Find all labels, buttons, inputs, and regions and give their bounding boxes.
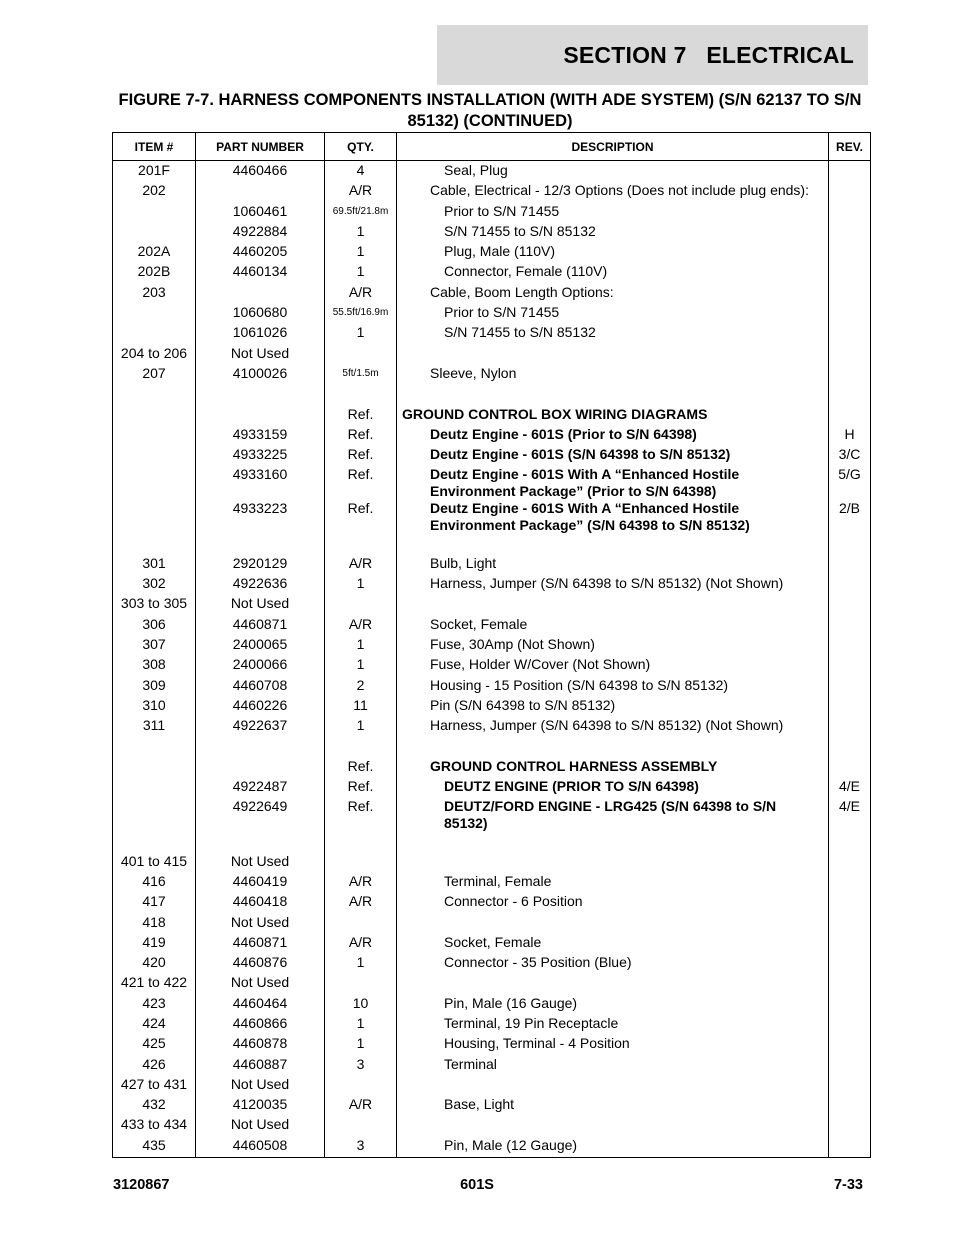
rev-cell (829, 737, 871, 757)
rev-cell (829, 1116, 871, 1136)
part-number-cell: 4460876 (196, 954, 325, 974)
column-header-qty: QTY. (325, 133, 397, 161)
part-number-cell: Not Used (196, 345, 325, 365)
table-row (113, 1015, 871, 1035)
part-number-cell: Not Used (196, 595, 325, 615)
rev-cell: 4/E (829, 778, 871, 798)
qty-cell (325, 385, 397, 405)
table-row (113, 555, 871, 575)
column-header-rev: REV. (829, 133, 871, 161)
qty-cell: 2 (325, 677, 397, 697)
table-row (113, 1096, 871, 1116)
part-number-cell: 1060461 (196, 203, 325, 223)
part-number-cell (196, 534, 325, 554)
rev-cell: 4/E (829, 798, 871, 832)
rev-cell (829, 284, 871, 304)
qty-cell: A/R (325, 616, 397, 636)
qty-cell: 1 (325, 954, 397, 974)
rev-cell (829, 1137, 871, 1158)
part-number-cell: 4933223 (196, 500, 325, 534)
item-number-cell (113, 324, 196, 344)
part-number-cell: 4922487 (196, 778, 325, 798)
description-cell: Pin, Male (16 Gauge) (397, 995, 829, 1015)
item-number-cell (113, 798, 196, 832)
description-cell: Housing - 15 Position (S/N 64398 to S/N 85132) (397, 677, 829, 697)
rev-cell (829, 1076, 871, 1096)
item-number-cell: 204 to 206 (113, 345, 196, 365)
description-cell: Cable, Boom Length Options: (397, 284, 829, 304)
item-number-cell (113, 466, 196, 500)
item-number-cell: 435 (113, 1137, 196, 1158)
part-number-cell (196, 182, 325, 202)
part-number-cell: 4460466 (196, 161, 325, 183)
rev-cell (829, 873, 871, 893)
description-cell: Connector - 35 Position (Blue) (397, 954, 829, 974)
item-number-cell: 432 (113, 1096, 196, 1116)
part-number-cell (196, 284, 325, 304)
rev-cell (829, 182, 871, 202)
item-number-cell: 433 to 434 (113, 1116, 196, 1136)
qty-cell: 55.5ft/16.9m (325, 304, 397, 324)
rev-cell (829, 595, 871, 615)
part-number-cell: 1061026 (196, 324, 325, 344)
footer-page-number: 7-33 (833, 1177, 863, 1193)
description-cell: Socket, Female (397, 934, 829, 954)
rev-cell (829, 1096, 871, 1116)
item-number-cell: 306 (113, 616, 196, 636)
table-row (113, 575, 871, 595)
table-row (113, 345, 871, 365)
part-number-cell: Not Used (196, 1116, 325, 1136)
part-number-cell: 4460871 (196, 616, 325, 636)
rev-cell (829, 1035, 871, 1055)
description-cell: S/N 71455 to S/N 85132 (397, 324, 829, 344)
part-number-cell: 4460205 (196, 243, 325, 263)
table-header-row (113, 133, 871, 161)
part-number-cell: 4120035 (196, 1096, 325, 1116)
item-number-cell (113, 832, 196, 852)
part-number-cell (196, 832, 325, 852)
qty-cell: 1 (325, 263, 397, 283)
qty-cell: A/R (325, 555, 397, 575)
description-cell (397, 832, 829, 852)
qty-cell: Ref. (325, 778, 397, 798)
parts-table (112, 132, 871, 1158)
qty-cell: A/R (325, 893, 397, 913)
qty-cell: Ref. (325, 798, 397, 832)
qty-cell: 4 (325, 161, 397, 183)
description-cell: Pin, Male (12 Gauge) (397, 1137, 829, 1158)
description-cell: S/N 71455 to S/N 85132 (397, 223, 829, 243)
item-number-cell: 421 to 422 (113, 974, 196, 994)
table-row (113, 934, 871, 954)
part-number-cell: Not Used (196, 914, 325, 934)
table-row (113, 853, 871, 873)
item-number-cell: 311 (113, 717, 196, 737)
qty-cell: Ref. (325, 406, 397, 426)
qty-cell: 69.5ft/21.8m (325, 203, 397, 223)
qty-cell: 11 (325, 697, 397, 717)
qty-cell: 1 (325, 636, 397, 656)
part-number-cell: 4460871 (196, 934, 325, 954)
item-number-cell (113, 304, 196, 324)
rev-cell (829, 161, 871, 183)
table-row (113, 284, 871, 304)
qty-cell: 1 (325, 243, 397, 263)
description-cell: Pin (S/N 64398 to S/N 85132) (397, 697, 829, 717)
qty-cell: 1 (325, 717, 397, 737)
table-row (113, 1076, 871, 1096)
description-cell: Connector, Female (110V) (397, 263, 829, 283)
part-number-cell: 4460419 (196, 873, 325, 893)
table-row (113, 161, 871, 183)
rev-cell (829, 934, 871, 954)
qty-cell: 1 (325, 656, 397, 676)
item-number-cell (113, 500, 196, 534)
rev-cell (829, 223, 871, 243)
description-cell: Harness, Jumper (S/N 64398 to S/N 85132) (Not Shown) (397, 575, 829, 595)
item-number-cell: 307 (113, 636, 196, 656)
column-header-part-number: PART NUMBER (196, 133, 325, 161)
item-number-cell: 417 (113, 893, 196, 913)
description-cell: Terminal, Female (397, 873, 829, 893)
figure-title: FIGURE 7-7. HARNESS COMPONENTS INSTALLATION (WITH ADE SYSTEM) (S/N 62137 TO S/N 85132) (CONTINUED) (118, 91, 862, 130)
rev-cell (829, 1056, 871, 1076)
qty-cell: Ref. (325, 446, 397, 466)
description-cell (397, 737, 829, 757)
table-row (113, 636, 871, 656)
rev-cell (829, 677, 871, 697)
item-number-cell: 423 (113, 995, 196, 1015)
part-number-cell: 4100026 (196, 365, 325, 385)
rev-cell: 5/G (829, 466, 871, 500)
table-row (113, 1137, 871, 1158)
qty-cell: 1 (325, 223, 397, 243)
rev-cell (829, 656, 871, 676)
part-number-cell (196, 406, 325, 426)
rev-cell (829, 832, 871, 852)
table-row (113, 832, 871, 852)
part-number-cell: Not Used (196, 1076, 325, 1096)
table-row (113, 324, 871, 344)
part-number-cell: 4460134 (196, 263, 325, 283)
rev-cell (829, 758, 871, 778)
qty-cell: Ref. (325, 426, 397, 446)
table-row (113, 466, 871, 500)
table-row (113, 758, 871, 778)
qty-cell: 3 (325, 1137, 397, 1158)
item-number-cell (113, 385, 196, 405)
qty-cell: Ref. (325, 466, 397, 500)
item-number-cell (113, 223, 196, 243)
item-number-cell: 301 (113, 555, 196, 575)
qty-cell: Ref. (325, 500, 397, 534)
rev-cell (829, 1015, 871, 1035)
qty-cell: 1 (325, 575, 397, 595)
part-number-cell: 4933159 (196, 426, 325, 446)
qty-cell (325, 853, 397, 873)
rev-cell (829, 636, 871, 656)
rev-cell (829, 263, 871, 283)
table-row (113, 616, 871, 636)
rev-cell: 2/B (829, 500, 871, 534)
table-row (113, 873, 871, 893)
part-number-cell: 4460887 (196, 1056, 325, 1076)
part-number-cell (196, 737, 325, 757)
part-number-cell: 1060680 (196, 304, 325, 324)
qty-cell: A/R (325, 1096, 397, 1116)
rev-cell: H (829, 426, 871, 446)
table-row (113, 1116, 871, 1136)
description-cell: Connector - 6 Position (397, 893, 829, 913)
description-cell: Prior to S/N 71455 (397, 304, 829, 324)
table-row (113, 263, 871, 283)
qty-cell: A/R (325, 934, 397, 954)
rev-cell (829, 995, 871, 1015)
item-number-cell: 424 (113, 1015, 196, 1035)
table-row (113, 446, 871, 466)
qty-cell: A/R (325, 182, 397, 202)
part-number-cell: 4922637 (196, 717, 325, 737)
rev-cell (829, 914, 871, 934)
part-number-cell: 4460866 (196, 1015, 325, 1035)
table-row (113, 203, 871, 223)
qty-cell: 5ft/1.5m (325, 365, 397, 385)
item-number-cell: 303 to 305 (113, 595, 196, 615)
item-number-cell: 310 (113, 697, 196, 717)
table-row (113, 737, 871, 757)
rev-cell (829, 893, 871, 913)
item-number-cell: 207 (113, 365, 196, 385)
description-cell: GROUND CONTROL HARNESS ASSEMBLY (397, 758, 829, 778)
description-cell: Fuse, 30Amp (Not Shown) (397, 636, 829, 656)
part-number-cell: 4460878 (196, 1035, 325, 1055)
rev-cell (829, 697, 871, 717)
item-number-cell (113, 758, 196, 778)
table-row (113, 385, 871, 405)
item-number-cell: 425 (113, 1035, 196, 1055)
qty-cell (325, 345, 397, 365)
table-row (113, 995, 871, 1015)
table-row (113, 974, 871, 994)
item-number-cell (113, 778, 196, 798)
item-number-cell: 202B (113, 263, 196, 283)
qty-cell (325, 595, 397, 615)
description-cell (397, 974, 829, 994)
part-number-cell: 4460418 (196, 893, 325, 913)
rev-cell (829, 954, 871, 974)
description-cell: Prior to S/N 71455 (397, 203, 829, 223)
table-row (113, 406, 871, 426)
description-cell (397, 1116, 829, 1136)
item-number-cell: 416 (113, 873, 196, 893)
description-cell: Fuse, Holder W/Cover (Not Shown) (397, 656, 829, 676)
parts-table-body (113, 161, 871, 1158)
qty-cell (325, 1076, 397, 1096)
qty-cell: A/R (325, 284, 397, 304)
description-cell: Bulb, Light (397, 555, 829, 575)
part-number-cell: 4922884 (196, 223, 325, 243)
rev-cell (829, 534, 871, 554)
part-number-cell: 4922636 (196, 575, 325, 595)
description-cell: Seal, Plug (397, 161, 829, 183)
item-number-cell: 427 to 431 (113, 1076, 196, 1096)
item-number-cell (113, 203, 196, 223)
item-number-cell (113, 534, 196, 554)
part-number-cell: 4460226 (196, 697, 325, 717)
rev-cell (829, 203, 871, 223)
rev-cell (829, 853, 871, 873)
table-row (113, 595, 871, 615)
item-number-cell: 426 (113, 1056, 196, 1076)
part-number-cell: 4933160 (196, 466, 325, 500)
qty-cell: A/R (325, 873, 397, 893)
description-cell: Deutz Engine - 601S With A “Enhanced Hostile Environment Package” (S/N 64398 to S/N 85132) (397, 500, 829, 534)
description-cell (397, 914, 829, 934)
part-number-cell: 4460508 (196, 1137, 325, 1158)
section-title: SECTION 7 ELECTRICAL (563, 41, 854, 68)
description-cell (397, 1076, 829, 1096)
qty-cell (325, 1116, 397, 1136)
description-cell: Socket, Female (397, 616, 829, 636)
table-row (113, 534, 871, 554)
description-cell (397, 853, 829, 873)
qty-cell: 1 (325, 324, 397, 344)
table-row (113, 697, 871, 717)
rev-cell (829, 324, 871, 344)
table-row (113, 500, 871, 534)
description-cell: Deutz Engine - 601S With A “Enhanced Hostile Environment Package” (Prior to S/N 64398) (397, 466, 829, 500)
item-number-cell (113, 446, 196, 466)
description-cell: Deutz Engine - 601S (Prior to S/N 64398) (397, 426, 829, 446)
rev-cell (829, 365, 871, 385)
rev-cell (829, 717, 871, 737)
table-row (113, 223, 871, 243)
table-row (113, 243, 871, 263)
table-row (113, 893, 871, 913)
description-cell: Terminal (397, 1056, 829, 1076)
item-number-cell: 201F (113, 161, 196, 183)
item-number-cell: 419 (113, 934, 196, 954)
part-number-cell: 2400066 (196, 656, 325, 676)
table-row (113, 365, 871, 385)
description-cell: DEUTZ/FORD ENGINE - LRG425 (S/N 64398 to S/N 85132) (397, 798, 829, 832)
description-cell: Harness, Jumper (S/N 64398 to S/N 85132) (Not Shown) (397, 717, 829, 737)
item-number-cell: 309 (113, 677, 196, 697)
table-row (113, 1035, 871, 1055)
part-number-cell (196, 758, 325, 778)
table-row (113, 717, 871, 737)
qty-cell: 10 (325, 995, 397, 1015)
description-cell (397, 595, 829, 615)
item-number-cell (113, 737, 196, 757)
rev-cell (829, 974, 871, 994)
item-number-cell: 418 (113, 914, 196, 934)
description-cell (397, 345, 829, 365)
item-number-cell: 302 (113, 575, 196, 595)
qty-cell: Ref. (325, 758, 397, 778)
item-number-cell: 420 (113, 954, 196, 974)
description-cell: Cable, Electrical - 12/3 Options (Does not include plug ends): (397, 182, 829, 202)
column-header-item: ITEM # (113, 133, 196, 161)
item-number-cell: 202A (113, 243, 196, 263)
footer-model: 601S (460, 1177, 494, 1193)
part-number-cell: 2920129 (196, 555, 325, 575)
description-cell: GROUND CONTROL BOX WIRING DIAGRAMS (397, 406, 829, 426)
item-number-cell: 308 (113, 656, 196, 676)
description-cell: Housing, Terminal - 4 Position (397, 1035, 829, 1055)
description-cell: DEUTZ ENGINE (PRIOR TO S/N 64398) (397, 778, 829, 798)
rev-cell (829, 304, 871, 324)
item-number-cell (113, 406, 196, 426)
description-cell: Plug, Male (110V) (397, 243, 829, 263)
column-header-description: DESCRIPTION (397, 133, 829, 161)
part-number-cell: Not Used (196, 974, 325, 994)
footer-doc-number: 3120867 (113, 1177, 170, 1193)
qty-cell: 1 (325, 1015, 397, 1035)
qty-cell: 3 (325, 1056, 397, 1076)
qty-cell: 1 (325, 1035, 397, 1055)
part-number-cell: Not Used (196, 853, 325, 873)
description-cell: Sleeve, Nylon (397, 365, 829, 385)
rev-cell (829, 575, 871, 595)
table-row (113, 914, 871, 934)
description-cell (397, 385, 829, 405)
table-row (113, 182, 871, 202)
table-row (113, 426, 871, 446)
qty-cell (325, 832, 397, 852)
item-number-cell: 203 (113, 284, 196, 304)
item-number-cell (113, 426, 196, 446)
rev-cell (829, 345, 871, 365)
rev-cell (829, 243, 871, 263)
part-number-cell: 4922649 (196, 798, 325, 832)
description-cell: Terminal, 19 Pin Receptacle (397, 1015, 829, 1035)
table-row (113, 778, 871, 798)
rev-cell (829, 616, 871, 636)
table-row (113, 1056, 871, 1076)
part-number-cell: 4933225 (196, 446, 325, 466)
table-row (113, 798, 871, 832)
table-row (113, 304, 871, 324)
rev-cell (829, 406, 871, 426)
table-row (113, 677, 871, 697)
rev-cell (829, 555, 871, 575)
qty-cell (325, 737, 397, 757)
qty-cell (325, 534, 397, 554)
table-row (113, 656, 871, 676)
qty-cell (325, 974, 397, 994)
section-banner (437, 25, 868, 85)
description-cell: Base, Light (397, 1096, 829, 1116)
part-number-cell: 4460464 (196, 995, 325, 1015)
description-cell: Deutz Engine - 601S (S/N 64398 to S/N 85132) (397, 446, 829, 466)
part-number-cell: 4460708 (196, 677, 325, 697)
qty-cell (325, 914, 397, 934)
description-cell (397, 534, 829, 554)
item-number-cell: 401 to 415 (113, 853, 196, 873)
rev-cell (829, 385, 871, 405)
table-row (113, 954, 871, 974)
part-number-cell: 2400065 (196, 636, 325, 656)
rev-cell: 3/C (829, 446, 871, 466)
item-number-cell: 202 (113, 182, 196, 202)
part-number-cell (196, 385, 325, 405)
